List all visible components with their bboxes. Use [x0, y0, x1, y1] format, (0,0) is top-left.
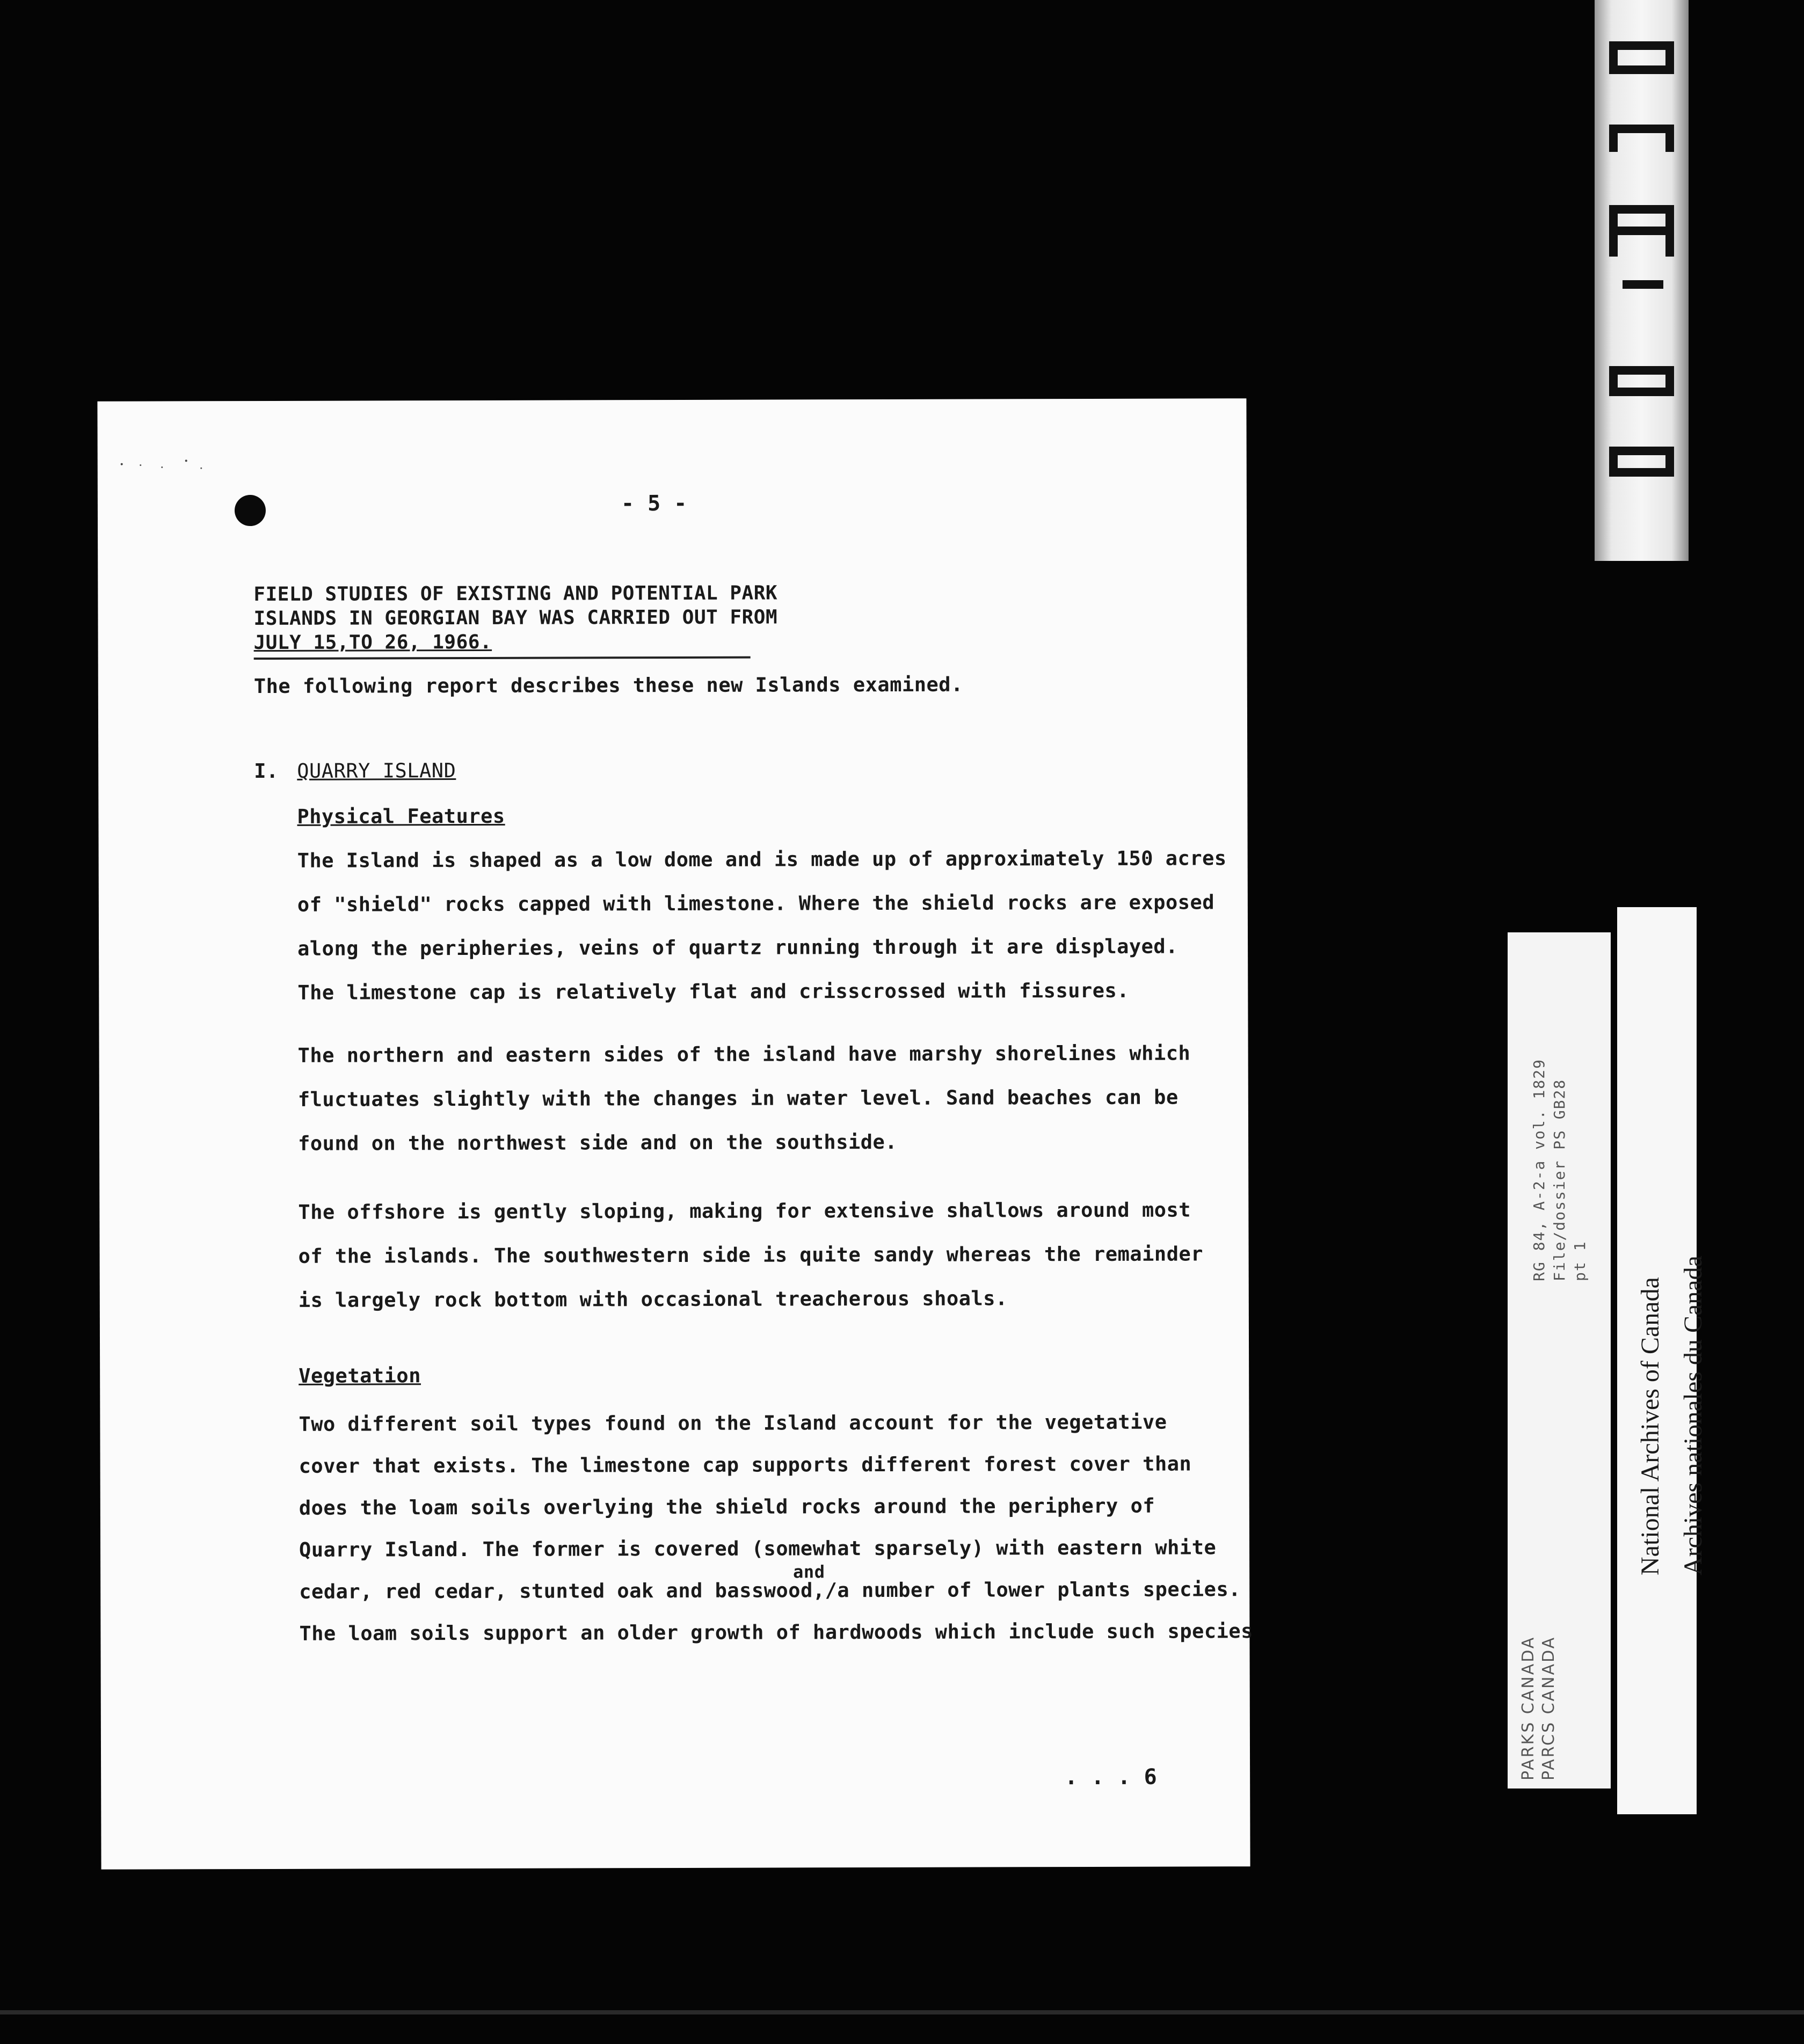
parks-canada-label: [1508, 932, 1611, 1788]
page-number: - 5 -: [621, 491, 687, 516]
vegetation-line5: cedar, red cedar, stunted oak and basswood,/a number of lower plants species.: [299, 1578, 1241, 1603]
physical-para2-line2: fluctuates slightly with the changes in water level. Sand beaches can be: [297, 1085, 1179, 1111]
document-page: [97, 398, 1254, 1870]
intro-text: The following report describes these new Islands examined.: [253, 673, 963, 698]
national-archives-label: [1617, 907, 1707, 1814]
handwritten-insert: and: [793, 1561, 825, 1582]
physical-para3-line2: of the islands. The southwestern side is quite sandy whereas the remainder: [298, 1242, 1204, 1268]
physical-para3-line1: The offshore is gently sloping, making for extensive shallows around most: [298, 1198, 1191, 1224]
physical-para1-line2: of "shield" rocks capped with limestone. Where the shield rocks are exposed: [297, 890, 1215, 916]
national-archives-text: National Archives of Canada Archives nationales du Canada: [1636, 1255, 1707, 1575]
section-title: QUARRY ISLAND: [297, 759, 456, 783]
physical-para1-line1: The Island is shaped as a low dome and is made up of approximately 150 acres: [297, 846, 1227, 872]
physical-para2-line3: found on the northwest side and on the southside.: [297, 1130, 898, 1155]
physical-para3-line3: is largely rock bottom with occasional treacherous shoals.: [298, 1287, 1008, 1312]
heading-line-3: JULY 15,TO 26, 1966.: [253, 631, 492, 654]
physical-para1-line4: The limestone cap is relatively flat and crisscrossed with fissures.: [297, 979, 1130, 1004]
film-edge: [0, 2010, 1804, 2014]
parks-canada-text: PARKS CANADA PARCS CANADA: [1519, 1636, 1558, 1780]
vegetation-line6: The loam soils support an older growth of hardwoods which include such species: [299, 1619, 1254, 1645]
punch-hole: [235, 495, 266, 526]
section-number: I.: [254, 759, 279, 783]
vegetation-line4: Quarry Island. The former is covered (somewhat sparsely) with eastern white: [299, 1536, 1217, 1561]
subheading-vegetation: Vegetation: [299, 1364, 421, 1388]
vegetation-line2: cover that exists. The limestone cap supports different forest cover than: [299, 1452, 1192, 1478]
vegetation-line1: Two different soil types found on the Island account for the vegetative: [299, 1410, 1167, 1436]
continuation-marker: . . . 6: [1065, 1764, 1158, 1790]
physical-para1-line3: along the peripheries, veins of quartz running through it are displayed.: [297, 935, 1179, 960]
film-frame-counter: [1595, 0, 1689, 561]
heading-underline: [254, 656, 751, 660]
subheading-physical-features: Physical Features: [297, 804, 505, 828]
physical-para2-line1: The northern and eastern sides of the island have marshy shorelines which: [297, 1041, 1191, 1067]
archive-reference: RG 84, A-2-a vol. 1829 File/dossier PS GB28 pt 1: [1530, 1058, 1589, 1281]
heading-line-2: ISLANDS IN GEORGIAN BAY WAS CARRIED OUT FROM: [253, 606, 778, 630]
frame-counter-digits: [1595, 0, 1689, 561]
vegetation-line3: does the loam soils overlying the shield rocks around the periphery of: [299, 1494, 1155, 1520]
dust-specks: [117, 457, 224, 474]
heading-line-1: FIELD STUDIES OF EXISTING AND POTENTIAL PARK: [253, 582, 778, 606]
